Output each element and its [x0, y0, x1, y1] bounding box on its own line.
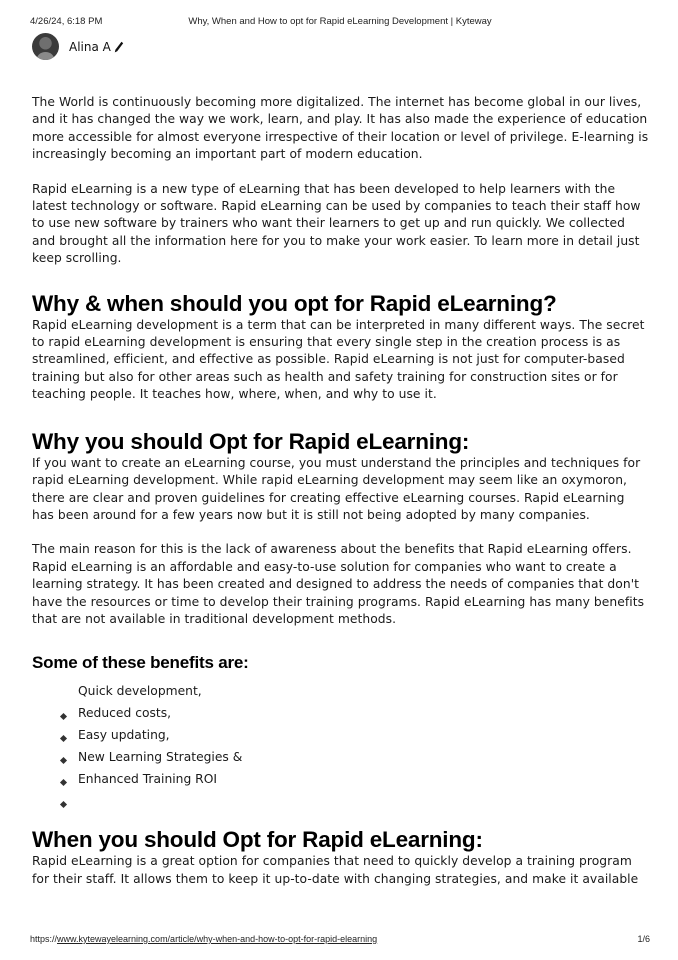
- avatar[interactable]: [32, 33, 59, 60]
- list-item: [32, 790, 650, 812]
- print-footer: [30, 934, 650, 948]
- list-item: [32, 768, 650, 790]
- list-item-label: Quick development,: [78, 684, 202, 699]
- heading-benefits: Some of these benefits are:: [32, 653, 249, 673]
- heading-when: When you should Opt for Rapid eLearning:: [32, 827, 483, 853]
- bullet-icon: [60, 801, 67, 808]
- list-item: [32, 702, 650, 724]
- url-link[interactable]: www.kytewayelearning.com/article/why-when-and-how-to-opt-for-rapid-elearning: [57, 934, 378, 944]
- print-date: 4/26/24, 6:18 PM: [30, 16, 103, 27]
- intro-paragraph-2: Rapid eLearning is a new type of eLearning that has been developed to help learners with the latest technology or software. Rapid eLearning can be used by companies to teach their staff how to use new software by trainers who want their learners to get up and run quickly. We collected and brought all the information here for you to make your work easier. To learn more in detail just keep scrolling.: [32, 181, 641, 266]
- list-item: [32, 680, 650, 702]
- author-name[interactable]: Alina A: [69, 39, 111, 54]
- list-item-label: New Learning Strategies &: [78, 750, 243, 765]
- bullet-icon: [60, 757, 67, 764]
- bullet-icon: [60, 735, 67, 742]
- url-prefix: https://: [30, 934, 58, 944]
- print-page-title: Why, When and How to opt for Rapid eLearning Development | Kyteway: [188, 16, 492, 27]
- page-number: 1/6: [637, 934, 650, 944]
- bullet-icon: [60, 779, 67, 786]
- heading-why-when: Why & when should you opt for Rapid eLearning?: [32, 290, 557, 316]
- heading-why: Why you should Opt for Rapid eLearning:: [32, 428, 470, 454]
- list-item: [32, 746, 650, 768]
- why-paragraph-1: If you want to create an eLearning course, you must understand the principles and techniques for rapid eLearning development. While rapid eLearning development may seem like an oxymoron, there are clear and proven guidelines for creating effective eLearning courses. Rapid eLearning has been around for a few years now but it is still not being adopted by many companies.: [32, 455, 641, 522]
- article-content: [32, 94, 650, 888]
- list-item-label: Enhanced Training ROI: [78, 772, 218, 787]
- page-url: [30, 934, 377, 944]
- when-paragraph: Rapid eLearning is a great option for companies that need to quickly develop a training program for their staff. It allows them to keep it up-to-date with changing strategies, and make it available: [32, 854, 639, 886]
- why-paragraph-2: The main reason for this is the lack of awareness about the benefits that Rapid eLearning offers. Rapid eLearning is an affordable and easy-to-use solution for companies who want to create a learning strategy. It has been created and designed to address the needs of companies that don't have the resources or time to develop their training programs. Rapid eLearning has many benefits that are not available in traditional development methods.: [32, 542, 645, 626]
- benefits-list: [32, 680, 650, 812]
- print-header: [30, 16, 650, 30]
- intro-paragraph-1: The World is continuously becoming more digitalized. The internet has become global in our lives, and it has changed the way we work, learn, and play. It has also made the experience of education more accessible for almost everyone irrespective of their location or level of privilege. E-learning is increasingly becoming an important part of modern education.: [32, 95, 649, 162]
- why-when-paragraph: Rapid eLearning development is a term that can be interpreted in many different ways. The secret to rapid eLearning development is ensuring that every single step in the creation process is as streamlined, efficient, and effective as possible. Rapid eLearning is not just for computer-based training but also for other areas such as health and safety training for construction sites or for teaching people. It teaches how, where, when, and why to use it.: [32, 317, 645, 402]
- list-item-label: Easy updating,: [78, 728, 170, 743]
- list-item: [32, 724, 650, 746]
- bullet-icon: [60, 713, 67, 720]
- author-byline: [32, 33, 124, 60]
- list-item-label: Reduced costs,: [78, 706, 172, 721]
- pencil-icon: [114, 41, 124, 53]
